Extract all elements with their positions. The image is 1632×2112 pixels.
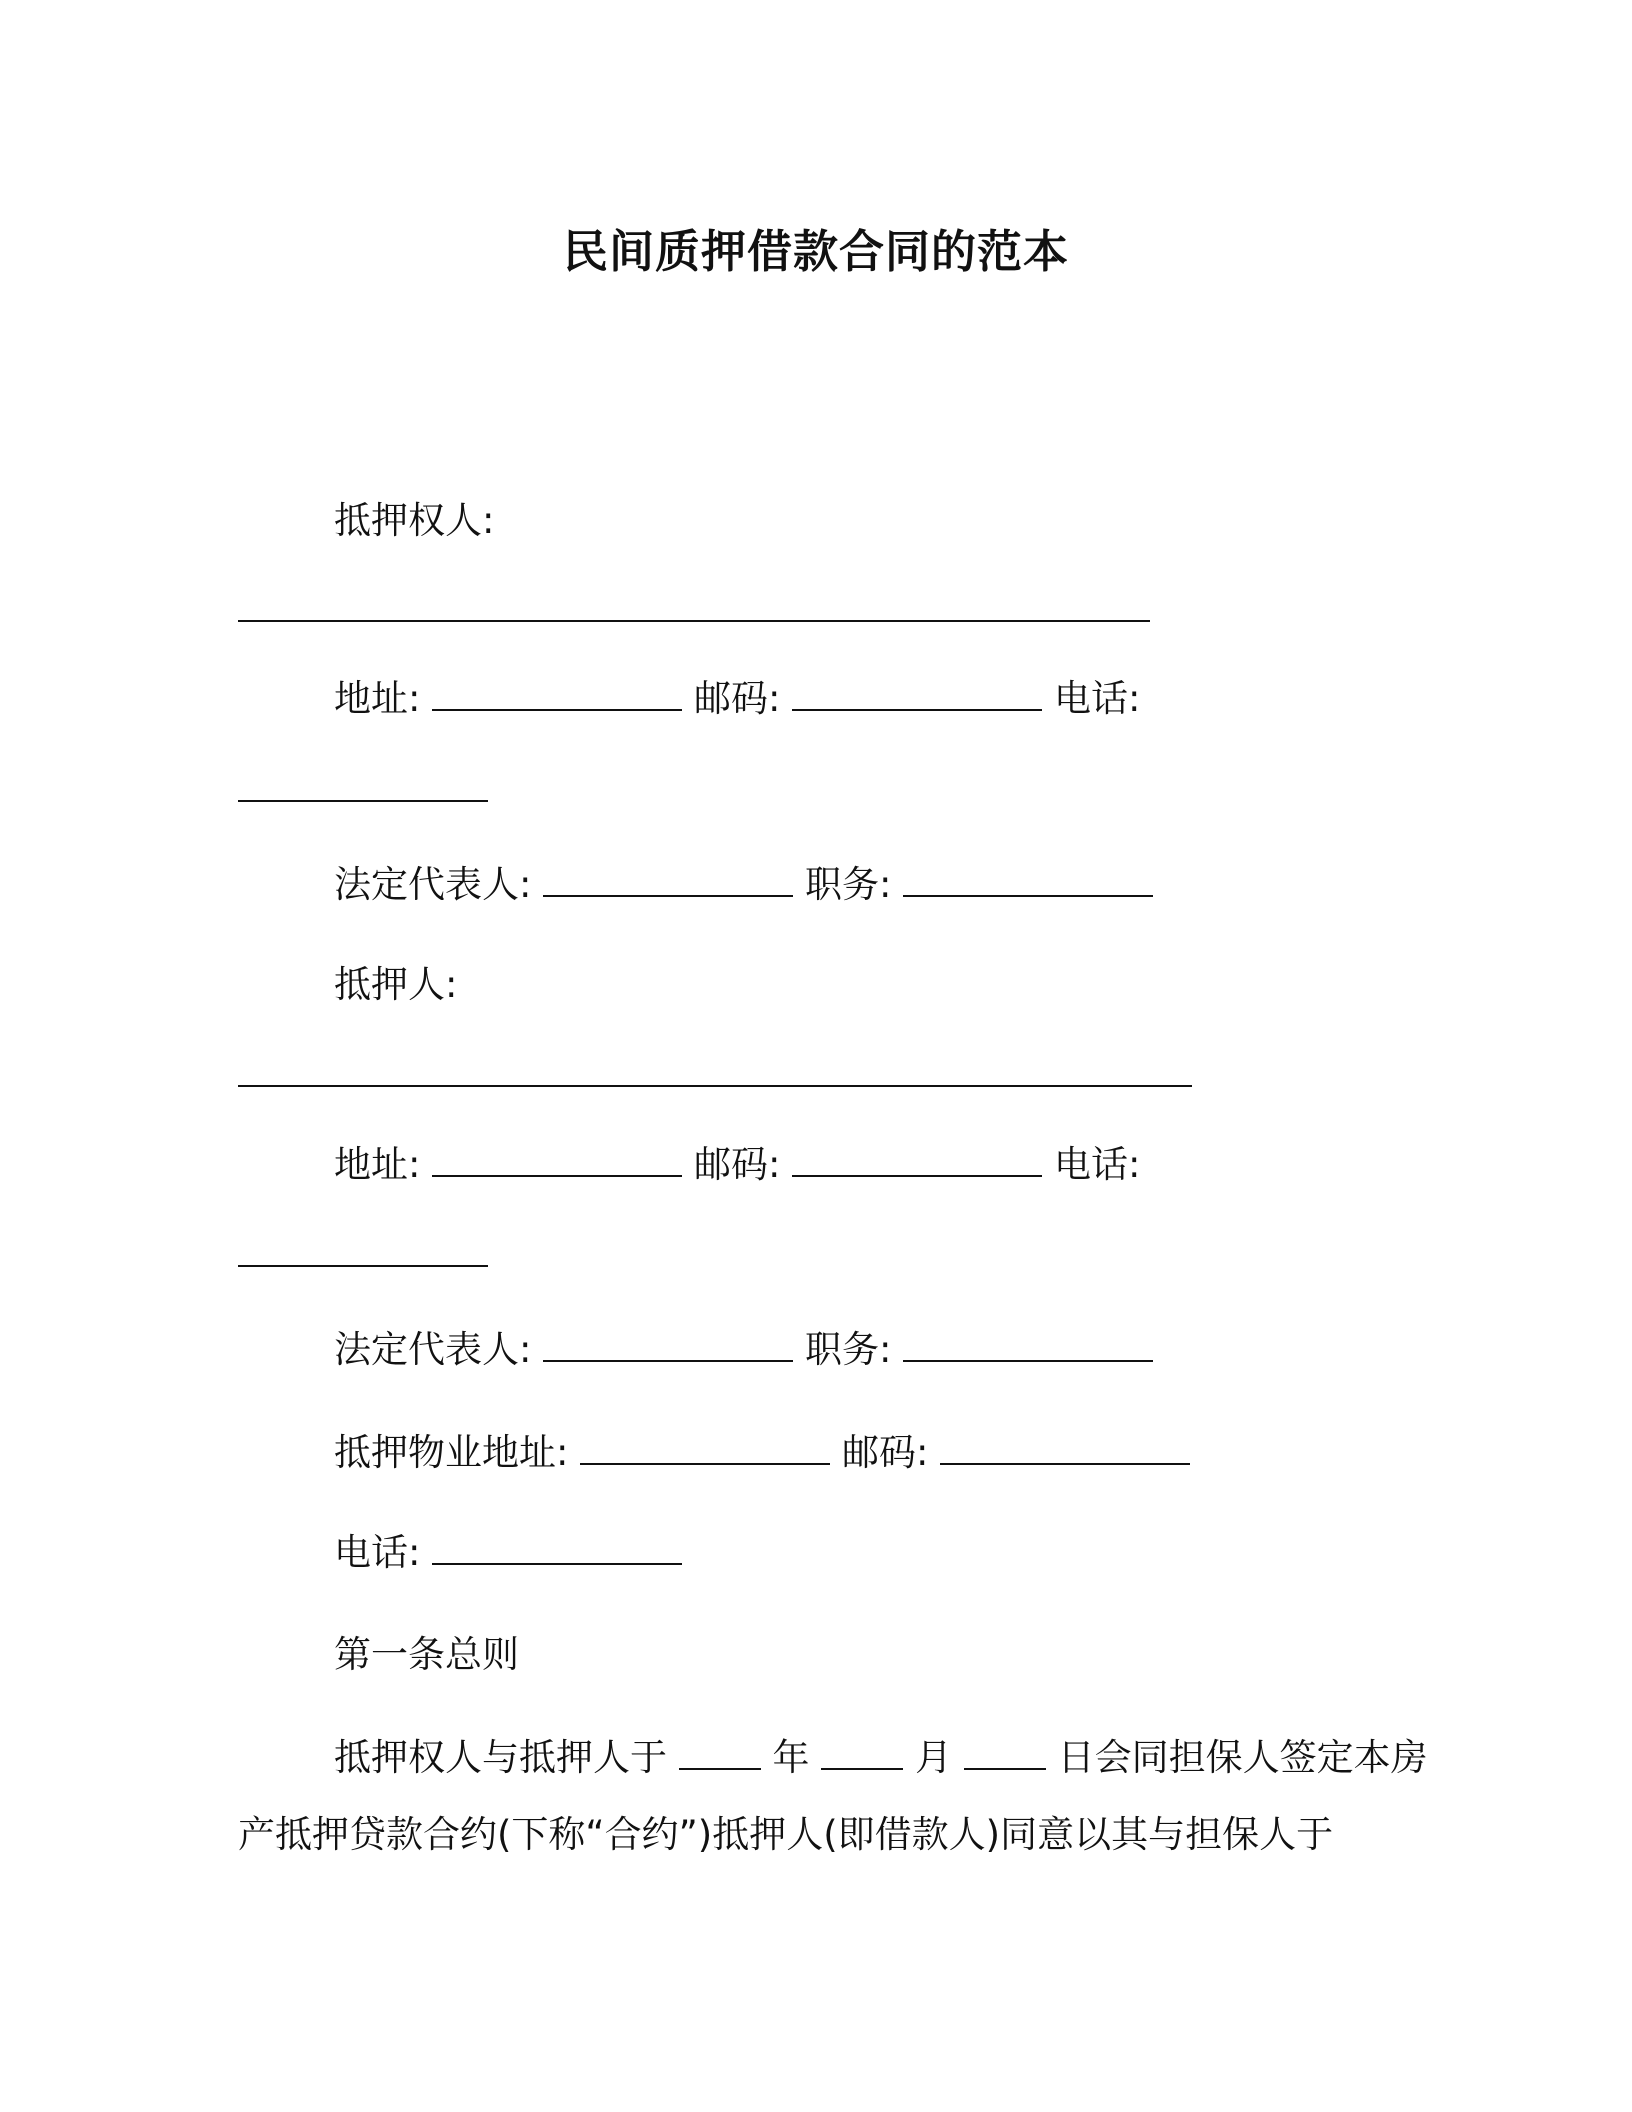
- property-postcode-blank[interactable]: [940, 1429, 1190, 1465]
- mortgagor-postcode-label: 邮码:: [694, 1143, 781, 1186]
- mortgagor-phone-label: 电话:: [1054, 1143, 1141, 1186]
- property-phone-blank[interactable]: [432, 1529, 682, 1565]
- mortgagee-legal-rep-label: 法定代表人:: [334, 863, 532, 906]
- mortgagee-legal-rep-blank[interactable]: [543, 861, 793, 897]
- mortgagee-address-label: 地址:: [334, 677, 421, 720]
- property-address-blank[interactable]: [580, 1429, 830, 1465]
- property-phone-label: 电话:: [334, 1531, 421, 1574]
- day-blank[interactable]: [964, 1734, 1046, 1770]
- mortgagee-position-label: 职务:: [805, 863, 892, 906]
- year-blank[interactable]: [679, 1734, 761, 1770]
- mortgagee-name-blank[interactable]: [238, 620, 1150, 622]
- property-address-line: [334, 1428, 1190, 1478]
- mortgagor-rep-line: [334, 1325, 1153, 1375]
- article1-paragraph-line1: [334, 1733, 1428, 1783]
- property-address-label: 抵押物业地址:: [334, 1431, 569, 1474]
- article1-heading: 第一条总则: [334, 1633, 519, 1676]
- property-phone-line: [334, 1528, 682, 1578]
- mortgagee-rep-line: [334, 860, 1153, 910]
- mortgagor-legal-rep-blank[interactable]: [543, 1326, 793, 1362]
- mortgagee-postcode-blank[interactable]: [792, 675, 1042, 711]
- month-blank[interactable]: [821, 1734, 903, 1770]
- mortgagor-name-blank[interactable]: [238, 1085, 1192, 1087]
- mortgagor-legal-rep-label: 法定代表人:: [334, 1328, 532, 1371]
- month-label: 月: [915, 1736, 953, 1779]
- mortgagor-address-label: 地址:: [334, 1143, 421, 1186]
- mortgagee-position-blank[interactable]: [903, 861, 1153, 897]
- mortgagor-position-label: 职务:: [805, 1328, 892, 1371]
- mortgagee-address-blank[interactable]: [432, 675, 682, 711]
- property-postcode-label: 邮码:: [842, 1431, 929, 1474]
- mortgagor-phone-blank[interactable]: [238, 1265, 488, 1267]
- mortgagor-position-blank[interactable]: [903, 1326, 1153, 1362]
- mortgagor-address-blank[interactable]: [432, 1141, 682, 1177]
- document-title: 民间质押借款合同的范本: [562, 225, 1069, 278]
- article1-text-b: 日会同担保人签定本房: [1057, 1736, 1428, 1779]
- mortgagee-label: 抵押权人:: [334, 499, 495, 542]
- mortgagor-label: 抵押人:: [334, 963, 458, 1006]
- mortgagee-postcode-label: 邮码:: [694, 677, 781, 720]
- mortgagee-phone-blank[interactable]: [238, 800, 488, 802]
- mortgagee-contact-line: [334, 674, 1140, 724]
- article1-text-a: 抵押权人与抵押人于: [334, 1736, 667, 1779]
- mortgagor-contact-line: [334, 1140, 1140, 1190]
- mortgagor-postcode-blank[interactable]: [792, 1141, 1042, 1177]
- mortgagee-phone-label: 电话:: [1054, 677, 1141, 720]
- article1-paragraph-line2: 产抵押贷款合约(下称“合约”)抵押人(即借款人)同意以其与担保人于: [238, 1813, 1334, 1856]
- year-label: 年: [772, 1736, 810, 1779]
